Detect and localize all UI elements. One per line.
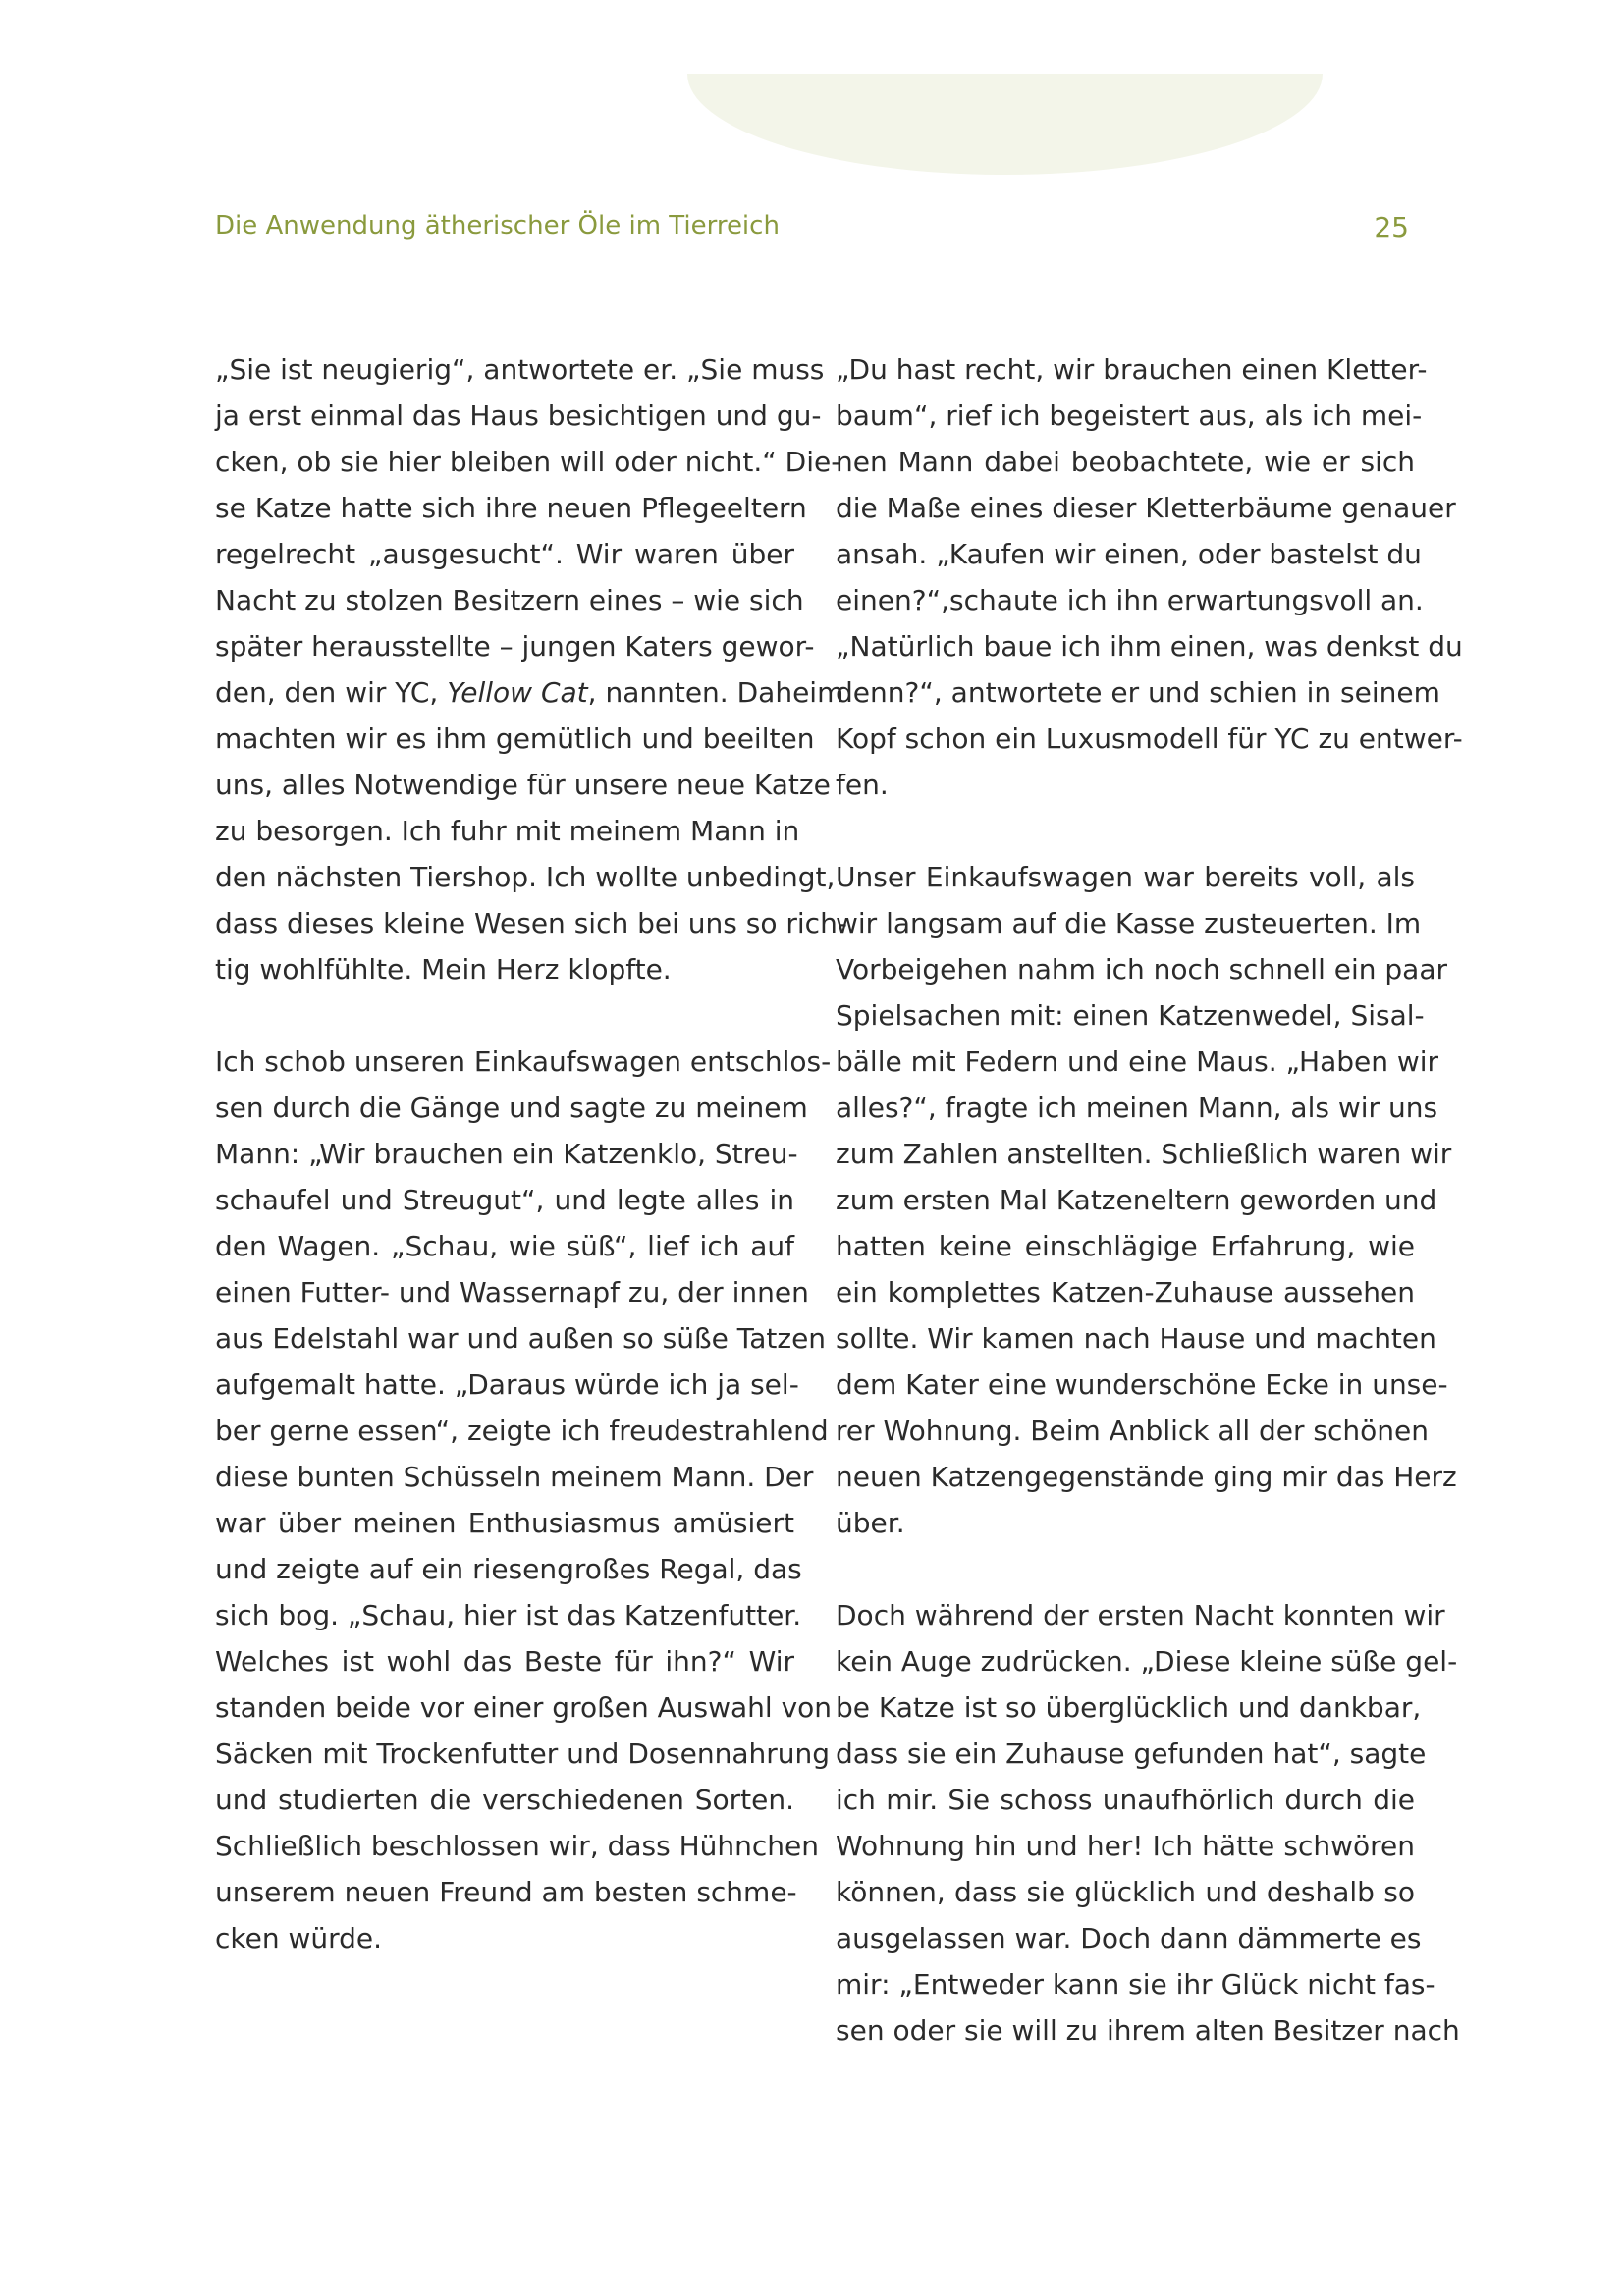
text-line: uns, alles Notwendige für unsere neue Katze <box>215 769 831 801</box>
text-line: unserem neuen Freund am besten schme- <box>215 1876 797 1908</box>
text-line: einen Futter- und Wassernapf zu, der innen <box>215 1276 809 1308</box>
text-line: Spielsachen mit: einen Katzenwedel, Sisal- <box>836 999 1425 1032</box>
text-line: den Wagen. „Schau, wie süß“, lief ich auf <box>215 1230 794 1262</box>
paragraph <box>215 347 847 992</box>
text-line: sen oder sie will zu ihrem alten Besitzer nach <box>836 2014 1460 2047</box>
text-line: cken, ob sie hier bleiben will oder nicht.“ Die- <box>215 446 841 478</box>
text-line: sich bog. „Schau, hier ist das Katzenfutter. <box>215 1599 802 1631</box>
text-line: bälle mit Federn und eine Maus. „Haben wir <box>836 1045 1439 1078</box>
text-line: ber gerne essen“, zeigte ich freudestrahlend <box>215 1415 829 1447</box>
text-line: zum ersten Mal Katzeneltern geworden und <box>836 1184 1437 1216</box>
text-line: ausgelassen war. Doch dann dämmerte es <box>836 1922 1422 1954</box>
paragraph <box>836 854 1457 1546</box>
text-line: Welches ist wohl das Beste für ihn?“ Wir <box>215 1645 794 1678</box>
paragraph <box>836 1592 1460 2054</box>
text-line: alles?“, fragte ich meinen Mann, als wir uns <box>836 1092 1438 1124</box>
text-line: schaufel und Streugut“, und legte alles in <box>215 1184 794 1216</box>
text-line: sen durch die Gänge und sagte zu meinem <box>215 1092 808 1124</box>
text-line: zum Zahlen anstellten. Schließlich waren wir <box>836 1138 1452 1170</box>
text-line: standen beide vor einer großen Auswahl von <box>215 1691 833 1724</box>
text-line: Doch während der ersten Nacht konnten wir <box>836 1599 1445 1631</box>
text-line: ansah. „Kaufen wir einen, oder bastelst du <box>836 538 1422 570</box>
text-line: Kopf schon ein Luxusmodell für YC zu entwer- <box>836 722 1463 755</box>
text-line: aufgemalt hatte. „Daraus würde ich ja sel- <box>215 1368 799 1401</box>
text-line: können, dass sie glücklich und deshalb so <box>836 1876 1415 1908</box>
text-line: diese bunten Schüsseln meinem Mann. Der <box>215 1461 814 1493</box>
paragraph-gap <box>836 1546 1415 1592</box>
text-line: baum“, rief ich begeistert aus, als ich mei- <box>836 400 1423 432</box>
paragraph <box>215 1039 833 1961</box>
text-line: später herausstellte – jungen Katers gewor- <box>215 630 815 663</box>
text-column-right <box>836 347 1463 2054</box>
text-line: cken würde. <box>215 1922 383 1954</box>
text-line: be Katze ist so überglücklich und dankbar, <box>836 1691 1422 1724</box>
text-line: se Katze hatte sich ihre neuen Pflegeeltern <box>215 492 807 524</box>
text-line: dass dieses kleine Wesen sich bei uns so rich- <box>215 907 847 939</box>
text-line: dass sie ein Zuhause gefunden hat“, sagte <box>836 1737 1427 1770</box>
text-line: sollte. Wir kamen nach Hause und machten <box>836 1322 1436 1355</box>
text-line: Schließlich beschlossen wir, dass Hühnchen <box>215 1830 820 1862</box>
text-column-left <box>215 347 847 1961</box>
text-line: wir langsam auf die Kasse zusteuerten. Im <box>836 907 1422 939</box>
text-line: Nacht zu stolzen Besitzern eines – wie sich <box>215 584 804 616</box>
text-line: Ich schob unseren Einkaufswagen entschlos- <box>215 1045 832 1078</box>
text-line: ja erst einmal das Haus besichtigen und gu- <box>215 400 822 432</box>
header-decorative-arc <box>687 74 1323 175</box>
text-line: Mann: „Wir brauchen ein Katzenklo, Streu- <box>215 1138 798 1170</box>
text-line: regelrecht „ausgesucht“. Wir waren über <box>215 538 794 570</box>
text-line: den nächsten Tiershop. Ich wollte unbedingt, <box>215 861 836 893</box>
text-line: denn?“, antwortete er und schien in seinem <box>836 676 1440 709</box>
text-line: „Du hast recht, wir brauchen einen Kletter- <box>836 353 1428 386</box>
text-line: den, den wir YC, Yellow Cat, nannten. Daheim <box>215 676 844 709</box>
text-line: „Sie ist neugierig“, antwortete er. „Sie muss <box>215 353 825 386</box>
running-header-title: Die Anwendung ätherischer Öle im Tierreich <box>215 211 780 240</box>
text-line: dem Kater eine wunderschöne Ecke in unse- <box>836 1368 1448 1401</box>
text-line: machten wir es ihm gemütlich und beeilten <box>215 722 815 755</box>
paragraph-gap <box>215 992 794 1039</box>
text-line: tig wohlfühlte. Mein Herz klopfte. <box>215 953 672 986</box>
text-line: rer Wohnung. Beim Anblick all der schönen <box>836 1415 1430 1447</box>
text-line: hatten keine einschlägige Erfahrung, wie <box>836 1230 1415 1262</box>
text-line: war über meinen Enthusiasmus amüsiert <box>215 1507 794 1539</box>
paragraph-gap <box>836 808 1415 854</box>
text-line: mir: „Entweder kann sie ihr Glück nicht fas- <box>836 1968 1435 2001</box>
paragraph <box>836 347 1463 808</box>
text-line: die Maße eines dieser Kletterbäume genauer <box>836 492 1456 524</box>
text-line: Vorbeigehen nahm ich noch schnell ein paar <box>836 953 1447 986</box>
text-line: über. <box>836 1507 905 1539</box>
text-line: nen Mann dabei beobachtete, wie er sich <box>836 446 1415 478</box>
text-line: Wohnung hin und her! Ich hätte schwören <box>836 1830 1415 1862</box>
text-line: ein komplettes Katzen-Zuhause aussehen <box>836 1276 1415 1308</box>
text-line: Säcken mit Trockenfutter und Dosennahrung <box>215 1737 830 1770</box>
text-line: fen. <box>836 769 889 801</box>
text-line: neuen Katzengegenstände ging mir das Herz <box>836 1461 1457 1493</box>
text-line: Unser Einkaufswagen war bereits voll, als <box>836 861 1415 893</box>
text-line: zu besorgen. Ich fuhr mit meinem Mann in <box>215 815 800 847</box>
text-line: ich mir. Sie schoss unaufhörlich durch die <box>836 1784 1415 1816</box>
text-line: „Natürlich baue ich ihm einen, was denkst du <box>836 630 1463 663</box>
page-number: 25 <box>1374 211 1409 243</box>
text-line: einen?“,schaute ich ihn erwartungsvoll an. <box>836 584 1424 616</box>
text-line: aus Edelstahl war und außen so süße Tatzen <box>215 1322 827 1355</box>
text-line: und zeigte auf ein riesengroßes Regal, das <box>215 1553 802 1585</box>
text-line: kein Auge zudrücken. „Diese kleine süße gel- <box>836 1645 1458 1678</box>
text-line: und studierten die verschiedenen Sorten. <box>215 1784 794 1816</box>
